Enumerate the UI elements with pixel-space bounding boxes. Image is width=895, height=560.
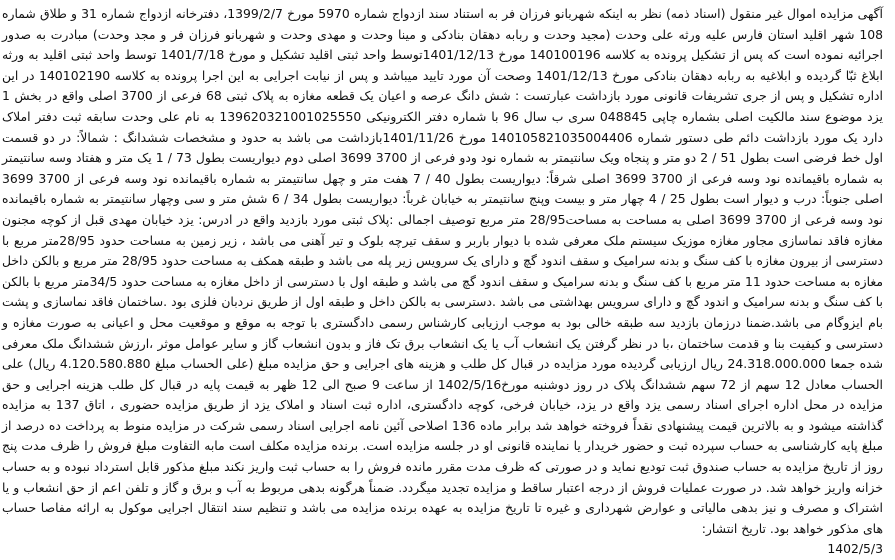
notice-body xyxy=(2,4,883,560)
notice-text: آگهی مزایده اموال غیر منقول (اسناد ذمه) نظر به اینکه شهربانو فرزان فر به استناد سند ازدواج شماره 5970 مورخ 1399/2/7، دفترخانه ازدواج شماره 31 و طلاق شماره 108 شهر اقلید استان فارس علیه ورثه علی وحدت (مجید وحدت و ربابه دهقان بنادکی و مینا وحدت و مهدی وحدت و شهربانو فرزان فر و مجد وحدت) مبادرت به صدور اجرائیه نموده است که پس از تشکیل پرونده به کلاسه 140100196 مورخ 1401/12/13توسط واحد ثبتی اقلید تشکیل و مورخ 1401/7/18 توسط واحد ثبتی اقلید به ورثه ابلاغ ثبّا گردیده و ابلاغیه به ربابه دهقان بنادکی مورخ 1401/12/13 وصحت آن مورد تایید میباشد و پس از نیابت اجرایی به این اجرا پرونده به کلاسه 140102190 در این اداره تشکیل و پس از جری تشریفات قانونی مورد بازداشت عبارتست : شش دانگ عرصه و اعیان یک قطعه مغازه به پلاک ثبتی 68 فرعی از 3700 اصلی واقع در بخش 1 یزد موضوع سند مالکیت اصلی بشماره چاپی 048845 سری ب سال 96 با شماره دفتر الکترونیکی 139620321001025550 به نام علی وحدت سابقه ثبت دفتر املاک دارد یک مورد بازداشت دائم طی دستور شماره 140105821035004406 مورخ 1401/11/26بازداشت می باشد به حدود و مشخصات ششدانگ : شمالاً: در دو قسمت اول خط فرضی است بطول 51 / 2 دو متر و پنجاه ویک سانتیمتر به شماره نود ودو فرعی از 3700 3699 اصلی دوم دیواریست بطول 73 / 1 یک متر و هفتاد وسه سانتیمتر به شماره باقیمانده نود وسه فرعی از 3700 3699 اصلی شرقاً: دیواریست بطول 40 / 7 هفت متر و چهل سانتیمتر به شماره باقیمانده نود وسه فرعی از 3700 3699 اصلی جنوباً: درب و دیوار است بطول 25 / 4 چهار متر و بیست وپنج سانتیمتر به خیابان غرباً: دیواریست بطول 34 / 6 شش متر و سی وچهار سانتیمتر به شماره باقیمانده نود وسه فرعی از 3700 3699 اصلی به مساحت به مساحت28/95 متر مربع توصیف اجمالی :پلاک ثبتی مورد بازدید واقع در ادرس: یزد خیابان مهدی قبل از کوچه مجنون مغازه فاقد نماسازی مجاور مغازه موزیک سیستم ملک معرفی شده با دیوار باربر و سقف تیرچه بلوک و تیر آهنی می باشد ، زیر زمین به مساحت حدود 28/95متر مربع با دسترسی از بیرون مغازه با کف سنگ و بدنه سرامیک و سقف اندود گچ و دارای یک سرویس زیر پله می باشد و طبقه همکف به مساحت حدود 28/95 متر مربع و بالکن داخل مغازه به مساحت حدود 11 متر مربع با کف سنگ و بدنه سرامیک و سقف اندود گچ می باشد و طبقه اول با دسترسی از داخل مغازه به مساحت حدود 34/5متر مربع با بالکن با کف سنگ و بدنه سرامیک و اندود گچ و دارای سرویس بهداشتی می باشد .دسترسی به بالکن داخل و طبقه اول از طریق نردبان فلزی بود .ساختمان فاقد نماسازی و پشت بام ایزوگام می باشد.ضمنا درزمان بازدید سه طبقه خالی بود به موجب ارزیابی کارشناس رسمی دادگستری با توجه به موقع و موقعیت محل و اعیانی به صورت مغازه و دسترسی و کیفیت بنا و قدمت ساختمان ،با در نظر گرفتن یک انشعاب آب یا یک انشعاب برق تک فاز و بدون انشعاب گاز و سایر عوامل موثر ،ارزش ششدانگ ملک معرفی شده جمعا 24.318.000.000 ریال ارزیابی گردیده مورد مزایده در قبال کل طلب و هزینه های اجرایی و حق مزایده مبلغ (علی الحساب مبلغ 4.120.580.880 ریال) علی الحساب معادل 12 سهم از 72 سهم ششدانگ پلاک در روز دوشنبه مورخ1402/5/16 از ساعت 9 صبح الی 12 ظهر به قیمت پایه در قبال کل طلب هزینه اجرایی و حق مزایده در محل اداره اجرای اسناد رسمی یزد واقع در یزد، خیابان فرخی، کوچه دادگستری، اداره ثبت اسناد و املاک یزد از طریق مزایده حضوری ، اتاق 137 به مزایده گذاشته میشود و به بالاترین قیمت پیشنهادی نقداً فروخته خواهد شد برابر ماده 136 اصلاحی آئین نامه اجرایی اسناد رسمی شرکت در مزایده منوط به پرداخت ده درصد از مبلغ پایه کارشناسی به حساب سپرده ثبت و حضور خریدار یا نماینده قانونی او در جلسه مزایده است. برنده مزایده مکلف است مابه التفاوت مبلغ فروش را ظرف مدت پنج روز از تاریخ مزایده به حساب صندوق ثبت تودیع نماید و در صورتی که ظرف مدت مقرر مانده فروش را به حساب ثبت واریز نکند مبلغ مذکور قابل استرداد نبوده و به حساب خزانه واریز خواهد شد. در صورت عملیات فروش از درجه اعتبار ساقط و مزایده تجدید میگردد. ضمناً هرگونه بدهی مربوط به آب و برق و گاز و تلفن اعم از حق انشعاب و یا اشتراک و مصرف و نیز بدهی مالیاتی و عوارض شهرداری و غیره تا تاریخ مزایده به عهده برنده مزایده می باشد و تنظیم سند انتقال اجرایی موکول به ارائه مفاصا حساب های مذکور خواهد بود. تاریخ انتشار: xyxy=(2,6,884,536)
auction-notice xyxy=(2,0,887,557)
publication-date: 1402/5/3 xyxy=(827,541,883,557)
